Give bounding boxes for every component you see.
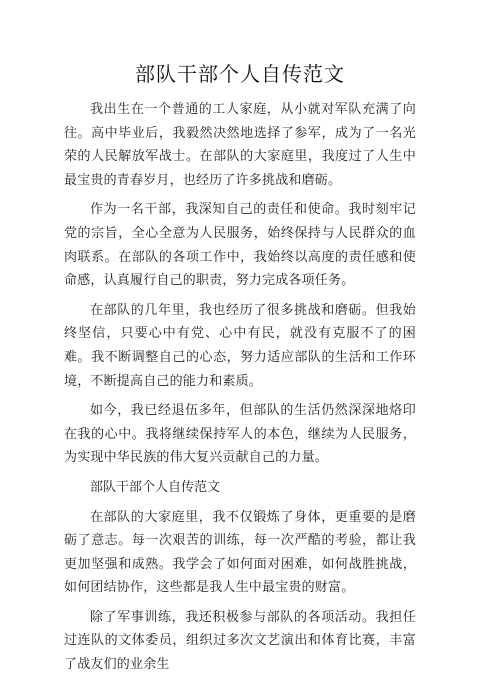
document-title: 部队干部个人自传范文	[135, 62, 345, 86]
section-subheading: 部队干部个人自传范文	[90, 479, 221, 495]
paragraph-3: 在部队的几年里，我也经历了很多挑战和磨砺。但我始终坚信，只要心中有党、心中有民，就没有克服不了的困难。我不断调整自己的心态，努力适应部队的生活和工作环境，不断提高自己的能力和素质。	[64, 302, 416, 389]
paragraph-4: 如今，我已经退伍多年，但部队的生活仍然深深地烙印在我的心中。我将继续保持军人的本色，继续为人民服务，为实现中华民族的伟大复兴贡献自己的力量。	[64, 403, 416, 466]
paragraph-2: 作为一名干部，我深知自己的责任和使命。我时刻牢记党的宗旨，全心全意为人民服务，始终保持与人民群众的血肉联系。在部队的各项工作中，我始终以高度的责任感和使命感，认真履行自己的职责，努力完成各项任务。	[64, 202, 416, 289]
paragraph-1: 我出生在一个普通的工人家庭，从小就对军队充满了向往。高中毕业后，我毅然决然地选择了参军，成为了一名光荣的人民解放军战士。在部队的大家庭里，我度过了人生中最宝贵的青春岁月，也经历了许多挑战和磨砺。	[64, 102, 416, 188]
paragraph-6: 除了军事训练，我还积极参与部队的各项活动。我担任过连队的文体委员，组织过多次文艺演出和体育比赛，丰富了战友们的业余生	[64, 609, 416, 673]
paragraph-5: 在部队的大家庭里，我不仅锻炼了身体，更重要的是磨砺了意志。每一次艰苦的训练，每一次严酷的考验，都让我更加坚强和成熟。我学会了如何面对困难，如何战胜挑战，如何团结协作，这些都是我人生中最宝贵的财富。	[64, 509, 416, 596]
